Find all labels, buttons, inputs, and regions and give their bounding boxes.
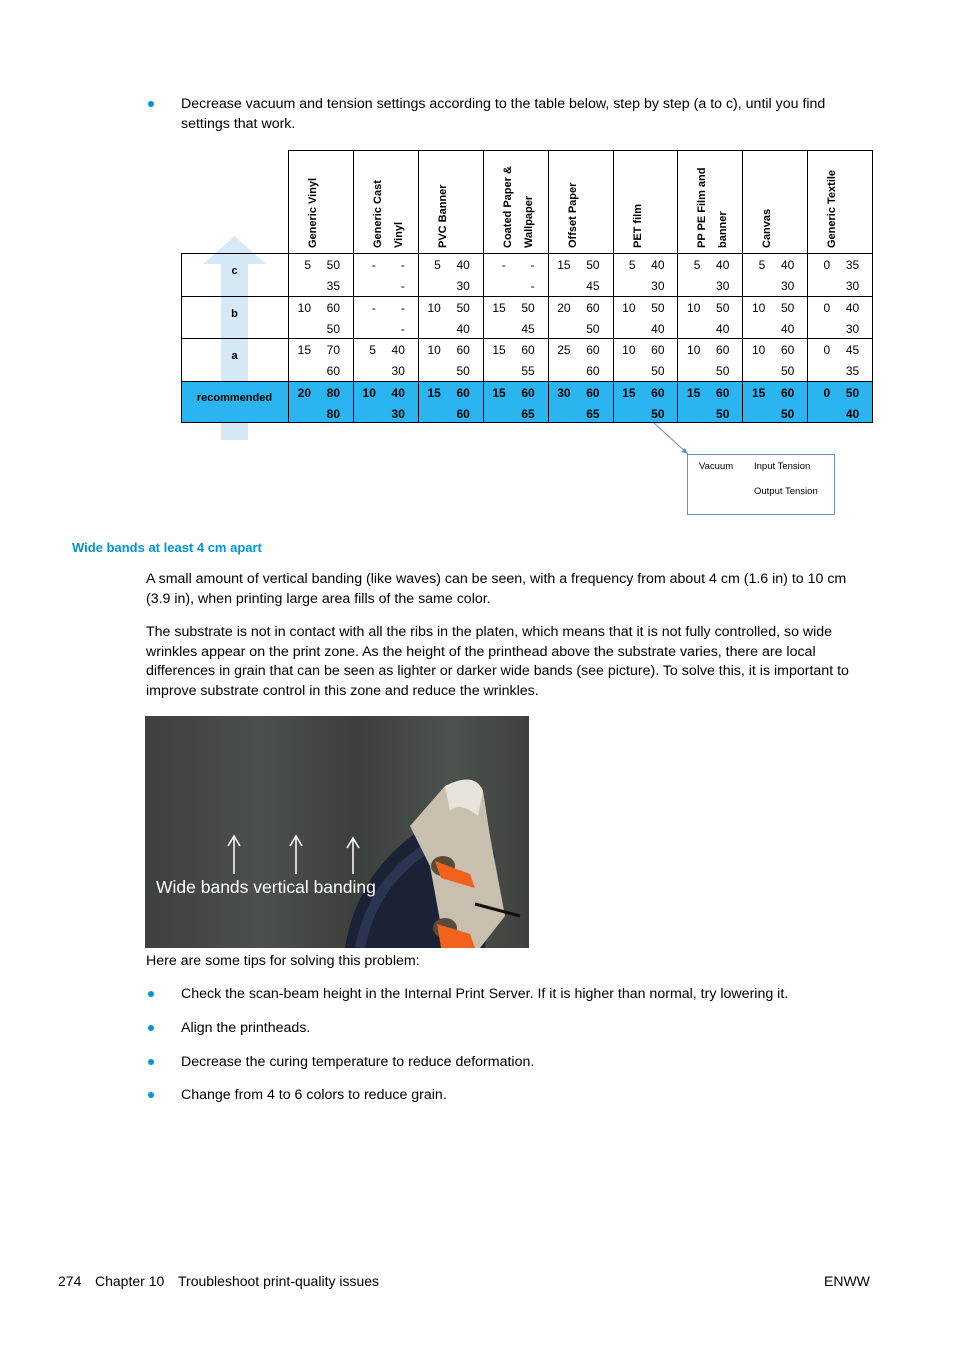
- input-tension-value: 60: [326, 301, 340, 315]
- column-header: [548, 150, 614, 253]
- table-rule: [181, 296, 872, 297]
- input-tension-value: -: [530, 258, 535, 272]
- column-header-label: Canvas: [761, 208, 774, 248]
- table-cell: [742, 253, 807, 295]
- input-tension-value: 60: [716, 343, 730, 357]
- tip-item: Check the scan-beam height in the Internal Print Server. If it is higher than normal, try lowering it.: [181, 986, 789, 1002]
- input-tension-value: 60: [780, 343, 795, 357]
- column-header: [353, 150, 419, 253]
- table-cell: [548, 338, 613, 380]
- output-tension-value: 50: [651, 407, 665, 421]
- column-header-label: Offset Paper: [566, 182, 579, 248]
- vacuum-value: 15: [687, 386, 701, 400]
- output-tension-value: 35: [845, 364, 860, 378]
- vacuum-value: -: [371, 301, 376, 315]
- output-tension-value: 30: [845, 322, 860, 336]
- table-rule: [548, 150, 549, 423]
- input-tension-value: 60: [521, 343, 535, 357]
- vacuum-value: 10: [622, 343, 636, 357]
- input-tension-value: 45: [845, 343, 860, 357]
- input-tension-value: 50: [521, 301, 535, 315]
- legend-vacuum: Vacuum: [699, 461, 734, 472]
- input-tension-value: 60: [456, 343, 470, 357]
- column-header-label: Coated Paper & Wallpaper: [501, 166, 535, 248]
- output-tension-value: 50: [586, 322, 600, 336]
- input-tension-value: 60: [586, 343, 600, 357]
- output-tension-value: 50: [651, 364, 665, 378]
- table-cell: [677, 338, 742, 380]
- vacuum-value: 0: [823, 386, 831, 400]
- settings-table: [181, 150, 872, 423]
- vacuum-value: 10: [297, 301, 311, 315]
- table-rule: [181, 422, 872, 423]
- table-rule: [181, 338, 872, 339]
- vacuum-value: 5: [693, 258, 701, 272]
- table-cell: [613, 338, 678, 380]
- vacuum-value: 15: [297, 343, 311, 357]
- vacuum-value: 5: [758, 258, 766, 272]
- output-tension-value: 50: [716, 364, 730, 378]
- vacuum-value: 20: [297, 386, 311, 400]
- table-cell: [742, 296, 807, 338]
- input-tension-value: 40: [651, 258, 665, 272]
- output-tension-value: 40: [456, 322, 470, 336]
- table-cell: [807, 296, 872, 338]
- table-cell: [483, 253, 548, 295]
- table-rule: [483, 150, 484, 423]
- table-cell: [418, 253, 483, 295]
- column-header-label: PVC Banner: [436, 184, 449, 248]
- input-tension-value: 40: [456, 258, 470, 272]
- output-tension-value: -: [400, 322, 405, 336]
- vacuum-value: 15: [427, 386, 441, 400]
- output-tension-value: 35: [326, 279, 340, 293]
- vacuum-value: 0: [823, 301, 831, 315]
- bullet-marker: [148, 101, 154, 107]
- table-rule: [807, 150, 808, 423]
- legend-input-tension: Input Tension: [754, 461, 811, 472]
- vacuum-value: 15: [492, 301, 506, 315]
- table-rule: [181, 253, 872, 254]
- output-tension-value: 40: [780, 322, 795, 336]
- section-heading: Wide bands at least 4 cm apart: [72, 540, 262, 555]
- table-cell: [677, 381, 742, 423]
- table-cell: [353, 381, 418, 423]
- table-rule: [742, 150, 743, 423]
- vacuum-value: -: [371, 258, 376, 272]
- input-tension-value: 50: [586, 258, 600, 272]
- table-cell: [353, 296, 418, 338]
- output-tension-value: 45: [521, 322, 535, 336]
- input-tension-value: 60: [651, 343, 665, 357]
- input-tension-value: 50: [326, 258, 340, 272]
- table-rule: [418, 150, 419, 423]
- output-tension-value: -: [400, 279, 405, 293]
- output-tension-value: 40: [651, 322, 665, 336]
- input-tension-value: 40: [845, 301, 860, 315]
- row-label-a: a: [231, 350, 238, 362]
- column-header-label: Generic Vinyl: [307, 177, 319, 248]
- column-header: [288, 150, 354, 253]
- paragraph-1: A small amount of vertical banding (like waves) can be seen, with a frequency from about 4 cm (1.6 in) to 10 cm (3.9 in), when printing large area fills of the same color.: [146, 571, 847, 607]
- bullet-marker: [148, 1092, 154, 1098]
- output-tension-value: -: [530, 279, 535, 293]
- vacuum-value: 20: [557, 301, 571, 315]
- table-cell: [807, 253, 872, 295]
- column-header-label: Generic Cast Vinyl: [371, 180, 405, 248]
- input-tension-value: 60: [586, 386, 600, 400]
- output-tension-value: 55: [521, 364, 535, 378]
- output-tension-value: 60: [326, 364, 340, 378]
- vacuum-value: 10: [427, 343, 441, 357]
- input-tension-value: 60: [716, 386, 730, 400]
- bullet-marker: [148, 1025, 154, 1031]
- footer-chapter: Chapter 10: [95, 1273, 165, 1289]
- table-legend: [687, 454, 835, 515]
- vacuum-value: 15: [751, 386, 766, 400]
- column-header-label: PET film: [631, 203, 644, 248]
- vacuum-value: 15: [557, 258, 571, 272]
- vacuum-value: 15: [622, 386, 636, 400]
- paragraph-2: The substrate is not in contact with all the ribs in the platen, which means that it is not fully controlled, so wide wrinkles appear on the print zone. As the height of the printhead above the substrate varies, there are local differences in grain that can be seen as lighter or darker wide bands (see picture). To solve this, it is important to improve substrate control in this zone and reduce the wrinkles.: [146, 624, 849, 699]
- table-cell: [288, 381, 353, 423]
- column-header: [677, 150, 743, 253]
- input-tension-value: 70: [326, 343, 340, 357]
- input-tension-value: 40: [716, 258, 730, 272]
- vacuum-value: 5: [369, 343, 376, 357]
- vacuum-value: 15: [492, 343, 506, 357]
- table-rule: [288, 150, 872, 151]
- row-label-recommended: recommended: [196, 392, 273, 404]
- table-cell: [613, 296, 678, 338]
- input-tension-value: -: [400, 258, 405, 272]
- table-cell: [288, 296, 353, 338]
- output-tension-value: 30: [780, 279, 795, 293]
- input-tension-value: 50: [845, 386, 860, 400]
- column-header: [807, 150, 873, 253]
- tips-intro: Here are some tips for solving this problem:: [146, 953, 420, 969]
- table-cell: [807, 381, 872, 423]
- column-header-label: PP PE Film and banner: [696, 167, 730, 248]
- output-tension-value: 80: [326, 407, 340, 421]
- output-tension-value: 50: [780, 407, 795, 421]
- table-rule: [872, 150, 873, 423]
- table-cell: [677, 296, 742, 338]
- output-tension-value: 50: [326, 322, 340, 336]
- bullet-marker: [148, 991, 154, 997]
- shoe-photo-illustration: [145, 716, 529, 948]
- vacuum-value: 0: [823, 343, 831, 357]
- table-rule: [677, 150, 678, 423]
- output-tension-value: 60: [456, 407, 470, 421]
- tip-item: Align the printheads.: [181, 1020, 311, 1036]
- table-cell: [742, 381, 807, 423]
- table-cell: [418, 338, 483, 380]
- vacuum-value: 25: [557, 343, 571, 357]
- table-cell: [483, 381, 548, 423]
- table-cell: [613, 381, 678, 423]
- footer-doc-code: ENWW: [824, 1273, 870, 1289]
- table-cell: [807, 338, 872, 380]
- row-label-b: b: [231, 308, 238, 320]
- output-tension-value: 30: [456, 279, 470, 293]
- output-tension-value: 65: [521, 407, 535, 421]
- input-tension-value: -: [400, 301, 405, 315]
- vacuum-value: 5: [304, 258, 311, 272]
- output-tension-value: 30: [716, 279, 730, 293]
- table-cell: [613, 253, 678, 295]
- input-tension-value: 80: [326, 386, 340, 400]
- input-tension-value: 35: [845, 258, 860, 272]
- bullet-marker: [148, 1059, 154, 1065]
- banding-photo: [145, 716, 529, 948]
- vacuum-value: 10: [687, 343, 701, 357]
- output-tension-value: 30: [391, 407, 405, 421]
- output-tension-value: 50: [456, 364, 470, 378]
- table-cell: [548, 296, 613, 338]
- output-tension-value: 65: [586, 407, 600, 421]
- input-tension-value: 60: [456, 386, 470, 400]
- table-cell: [677, 253, 742, 295]
- table-cell: [418, 296, 483, 338]
- table-cell: [288, 253, 353, 295]
- tip-item: Decrease the curing temperature to reduce deformation.: [181, 1054, 535, 1070]
- vacuum-value: 10: [622, 301, 636, 315]
- output-tension-value: 50: [716, 407, 730, 421]
- vacuum-value: -: [501, 258, 506, 272]
- vacuum-value: 10: [362, 386, 376, 400]
- output-tension-value: 40: [716, 322, 730, 336]
- vacuum-value: 15: [492, 386, 506, 400]
- input-tension-value: 40: [391, 343, 405, 357]
- column-header: [742, 150, 808, 253]
- vacuum-value: 5: [434, 258, 441, 272]
- output-tension-value: 30: [651, 279, 665, 293]
- vacuum-value: 10: [751, 301, 766, 315]
- output-tension-value: 45: [586, 279, 600, 293]
- tip-item: Change from 4 to 6 colors to reduce grain.: [181, 1087, 447, 1103]
- table-rule: [288, 150, 289, 423]
- output-tension-value: 40: [845, 407, 860, 421]
- output-tension-value: 30: [391, 364, 405, 378]
- output-tension-value: 50: [780, 364, 795, 378]
- input-tension-value: 50: [716, 301, 730, 315]
- input-tension-value: 60: [586, 301, 600, 315]
- input-tension-value: 50: [780, 301, 795, 315]
- vacuum-value: 10: [687, 301, 701, 315]
- table-cell: [288, 338, 353, 380]
- table-rule: [613, 150, 614, 423]
- output-tension-value: 60: [586, 364, 600, 378]
- row-label-c: c: [231, 265, 238, 277]
- intro-bullet-text: Decrease vacuum and tension settings according to the table below, step by step (a to c), until you find settings that work.: [181, 96, 826, 132]
- vacuum-value: 5: [628, 258, 636, 272]
- input-tension-value: 60: [651, 386, 665, 400]
- footer-chapter-title: Troubleshoot print-quality issues: [178, 1273, 380, 1289]
- input-tension-value: 50: [456, 301, 470, 315]
- input-tension-value: 60: [780, 386, 795, 400]
- column-header-label: Generic Textile: [826, 169, 839, 248]
- photo-caption: Wide bands vertical banding: [156, 877, 376, 897]
- output-tension-value: 30: [845, 279, 860, 293]
- table-rule: [181, 381, 872, 382]
- input-tension-value: 60: [521, 386, 535, 400]
- vacuum-value: 10: [751, 343, 766, 357]
- column-header: [613, 150, 679, 253]
- table-cell: [418, 381, 483, 423]
- input-tension-value: 40: [391, 386, 405, 400]
- table-cell: [353, 338, 418, 380]
- table-cell: [353, 253, 418, 295]
- table-cell: [483, 338, 548, 380]
- footer-page-number: 274: [58, 1273, 82, 1289]
- vacuum-value: 10: [427, 301, 441, 315]
- input-tension-value: 50: [651, 301, 665, 315]
- table-cell: [548, 253, 613, 295]
- vacuum-value: 30: [557, 386, 571, 400]
- column-header: [418, 150, 484, 253]
- input-tension-value: 40: [780, 258, 795, 272]
- table-cell: [483, 296, 548, 338]
- table-rule: [353, 150, 354, 423]
- table-cell: [548, 381, 613, 423]
- table-cell: [742, 338, 807, 380]
- legend-output-tension: Output Tension: [754, 486, 818, 497]
- vacuum-value: 0: [823, 258, 831, 272]
- column-header: [483, 150, 549, 253]
